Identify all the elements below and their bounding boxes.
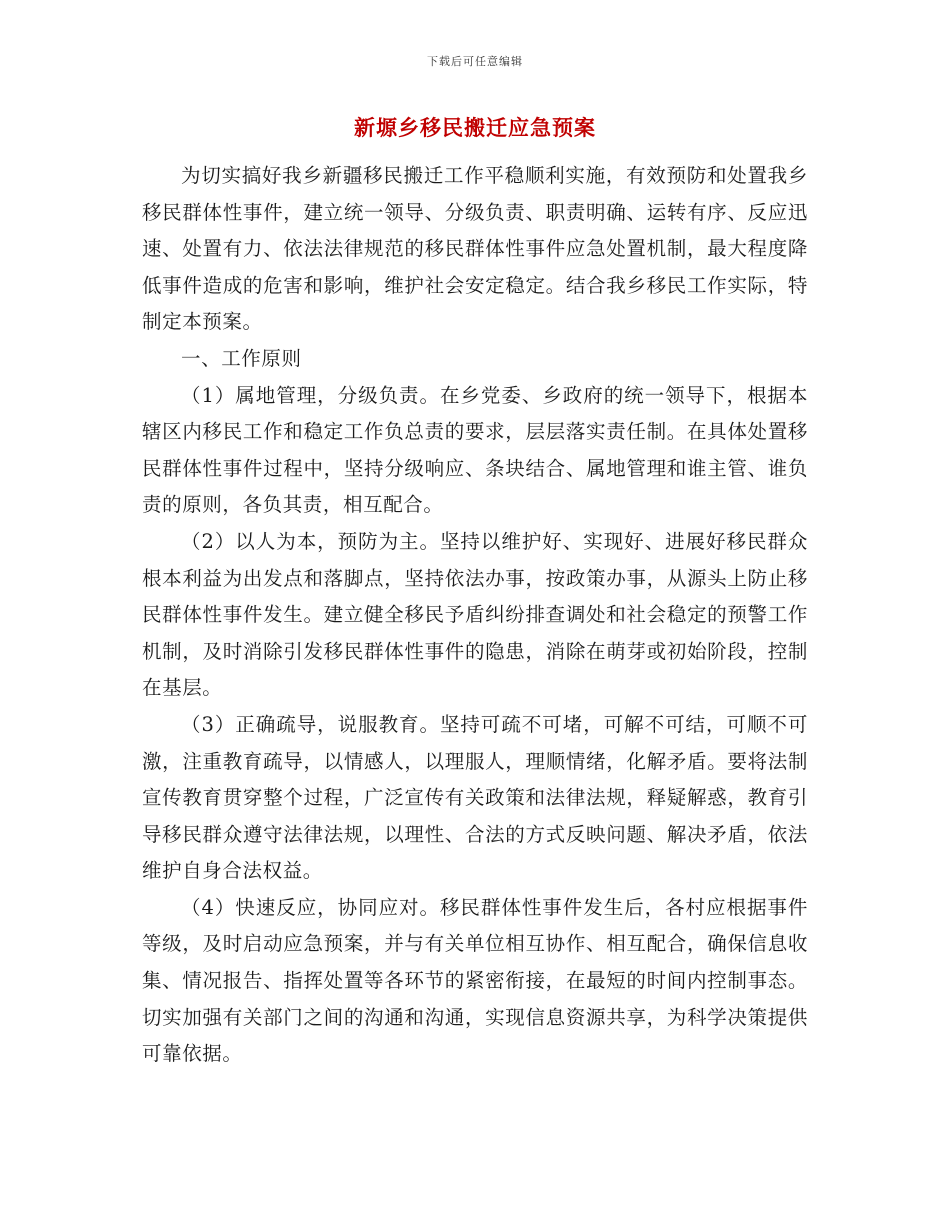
section-heading-principles: 一、工作原则 (181, 346, 302, 370)
document-title: 新塬乡移民搬迁应急预案 (354, 115, 596, 140)
paragraph-principle-2: （2）以人为本，预防为主。坚持以维护好、实现好、进展好移民群众根本利益为出发点和落脚点，坚持依法办事，按政策办事，从源头上防止移民群体性事件发生。建立健全移民予盾纠纷排查调处和社会稳定的预警工作机制，及时消除引发移民群体性事件的隐患，消除在萌芽或初始阶段，控制在基层。 (142, 529, 808, 700)
paragraph-intro: 为切实搞好我乡新疆移民搬迁工作平稳顺利实施，有效预防和处置我乡移民群体性事件，建立统一领导、分级负责、职责明确、运转有序、反应迅速、处置有力、依法法律规范的移民群体性事件应急处置机制，最大程度降低事件造成的危害和影响，维护社会安定稳定。结合我乡移民工作实际，特制定本预案。 (142, 164, 808, 334)
paragraph-principle-4: （4）快速反应，协同应对。移民群体性事件发生后，各村应根据事件等级，及时启动应急预案，并与有关单位相互协作、相互配合，确保信息收集、情况报告、指挥处置等各环节的紧密衔接，在最短的时间内控制事态。切实加强有关部门之间的沟通和沟通，实现信息资源共享，为科学决策提供可靠依据。 (142, 895, 808, 1066)
paragraph-principle-3: （3）正确疏导，说服教育。坚持可疏不可堵，可解不可结，可顺不可激，注重教育疏导，以情感人，以理服人，理顺情绪，化解矛盾。要将法制宣传教育贯穿整个过程，广泛宣传有关政策和法律法规，释疑解惑，教育引导移民群众遵守法律法规，以理性、合法的方式反映问题、解决矛盾，依法维护自身合法权益。 (142, 712, 808, 883)
header-note: 下载后可任意编辑 (427, 55, 523, 68)
document-body (142, 158, 808, 1073)
paragraph-principle-1: （1）属地管理，分级负责。在乡党委、乡政府的统一领导下，根据本辖区内移民工作和稳定工作负总责的要求，层层落实责任制。在具体处置移民群体性事件过程中，坚持分级响应、条块结合、属地管理和谁主管、谁负责的原则，各负其责，相互配合。 (142, 383, 808, 517)
